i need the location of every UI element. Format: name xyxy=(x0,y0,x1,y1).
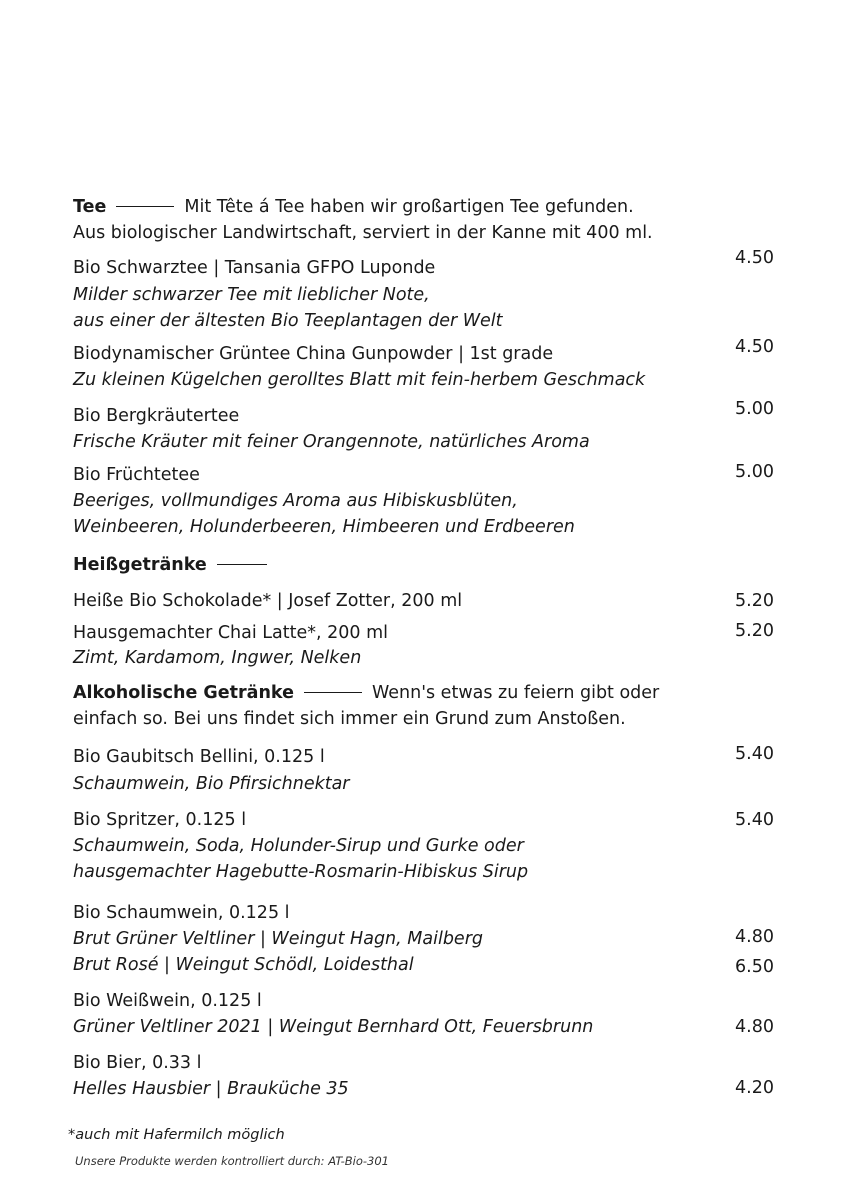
menu-item-description: hausgemachter Hagebutte-Rosmarin-Hibiskus Sirup xyxy=(73,862,529,882)
menu-item-name: Bio Früchtetee xyxy=(73,465,200,485)
divider-line xyxy=(217,564,267,565)
menu-item-name: Hausgemachter Chai Latte*, 200 ml xyxy=(73,623,389,643)
tea-section-header xyxy=(73,196,634,218)
tea-intro-line-1: Mit Tête á Tee haben wir großartigen Tee gefunden. xyxy=(184,197,634,217)
menu-item-description: Schaumwein, Soda, Holunder-Sirup und Gurke oder xyxy=(73,836,524,856)
menu-item-price: 5.40 xyxy=(735,744,774,764)
tea-intro-line-2: Aus biologischer Landwirtschaft, serviert in der Kanne mit 400 ml. xyxy=(73,223,653,243)
menu-item-name: Bio Weißwein, 0.125 l xyxy=(73,991,262,1011)
menu-item-price: 5.20 xyxy=(735,591,774,611)
menu-item-description: Zu kleinen Kügelchen gerolltes Blatt mit fein-herbem Geschmack xyxy=(73,370,646,390)
menu-item-name: Bio Bergkräutertee xyxy=(73,406,240,426)
divider-line xyxy=(116,206,174,207)
alcohol-intro-line-2: einfach so. Bei uns findet sich immer ein Grund zum Anstoßen. xyxy=(73,709,626,729)
menu-item-price: 4.50 xyxy=(735,248,774,268)
menu-item-price: 4.80 xyxy=(735,1017,774,1037)
hot-drinks-heading: Heißgetränke xyxy=(73,555,207,575)
menu-item-description: Zimt, Kardamom, Ingwer, Nelken xyxy=(73,648,362,668)
menu-item-description: Helles Hausbier | Brauküche 35 xyxy=(73,1079,349,1099)
menu-item-price: 4.50 xyxy=(735,337,774,357)
menu-item-name: Bio Spritzer, 0.125 l xyxy=(73,810,247,830)
tea-heading: Tee xyxy=(73,197,107,217)
alcohol-section-header xyxy=(73,682,659,704)
menu-item-description: Beeriges, vollmundiges Aroma aus Hibiskusblüten, xyxy=(73,491,518,511)
menu-item-description: Brut Grüner Veltliner | Weingut Hagn, Mailberg xyxy=(73,929,483,949)
menu-item-name: Biodynamischer Grüntee China Gunpowder | 1st grade xyxy=(73,344,554,364)
menu-item-description: Grüner Veltliner 2021 | Weingut Bernhard Ott, Feuersbrunn xyxy=(73,1017,594,1037)
menu-item-price: 5.20 xyxy=(735,621,774,641)
menu-item-price: 5.40 xyxy=(735,810,774,830)
menu-item-description: Milder schwarzer Tee mit lieblicher Note, xyxy=(73,285,430,305)
menu-item-name: Bio Gaubitsch Bellini, 0.125 l xyxy=(73,747,325,767)
menu-item-name: Bio Bier, 0.33 l xyxy=(73,1053,202,1073)
menu-item-description: aus einer der ältesten Bio Teeplantagen der Welt xyxy=(73,311,503,331)
menu-item-description: Frische Kräuter mit feiner Orangennote, natürliches Aroma xyxy=(73,432,590,452)
menu-item-price: 5.00 xyxy=(735,462,774,482)
organic-control-note: Unsere Produkte werden kontrolliert durch: AT-Bio-301 xyxy=(75,1154,389,1168)
menu-item-name: Bio Schwarztee | Tansania GFPO Luponde xyxy=(73,258,436,278)
hot-drinks-section-header xyxy=(73,554,277,576)
menu-item-name: Bio Schaumwein, 0.125 l xyxy=(73,903,290,923)
alcohol-intro-line-1: Wenn's etwas zu feiern gibt oder xyxy=(371,683,660,703)
menu-item-description: Weinbeeren, Holunderbeeren, Himbeeren und Erdbeeren xyxy=(73,517,575,537)
menu-item-price: 6.50 xyxy=(735,957,774,977)
menu-item-price: 5.00 xyxy=(735,399,774,419)
menu-item-price: 4.20 xyxy=(735,1078,774,1098)
menu-item-price: 4.80 xyxy=(735,927,774,947)
menu-item-name: Heiße Bio Schokolade* | Josef Zotter, 200 ml xyxy=(73,591,463,611)
oat-milk-note: *auch mit Hafermilch möglich xyxy=(68,1127,285,1143)
divider-line xyxy=(304,692,362,693)
menu-item-description: Schaumwein, Bio Pfirsichnektar xyxy=(73,774,350,794)
alcohol-heading: Alkoholische Getränke xyxy=(73,683,294,703)
menu-item-description: Brut Rosé | Weingut Schödl, Loidesthal xyxy=(73,955,414,975)
